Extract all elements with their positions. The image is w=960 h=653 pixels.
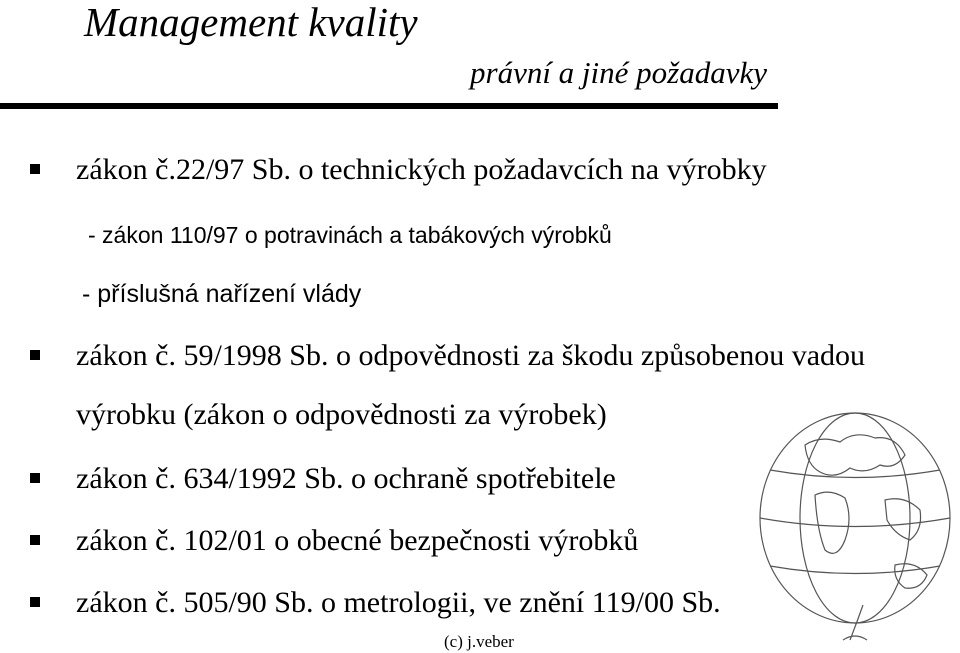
title-divider xyxy=(0,103,778,109)
bullet-marker xyxy=(30,350,40,360)
bullet-marker xyxy=(30,597,40,607)
sub-item: - zákon 110/97 o potravinách a tabákových výrobků xyxy=(88,222,612,248)
bullet-marker xyxy=(30,473,40,483)
law-item: zákon č. 505/90 Sb. o metrologii, ve znění 119/00 Sb. xyxy=(76,586,721,619)
law-item: zákon č. 634/1992 Sb. o ochraně spotřebitele xyxy=(76,462,616,495)
slide-subtitle: právní a jiné požadavky xyxy=(470,55,768,90)
law-item: zákon č.22/97 Sb. o technických požadavcích na výrobky xyxy=(76,153,767,186)
globe-icon xyxy=(745,400,955,645)
footer-credit: (c) j.veber xyxy=(444,632,514,651)
slide-title: Management kvality xyxy=(84,0,418,45)
law-item: zákon č. 102/01 o obecné bezpečnosti výrobků xyxy=(76,524,639,557)
bullet-marker xyxy=(30,164,40,174)
sub-item: - příslušná nařízení vlády xyxy=(82,280,362,308)
bullet-marker xyxy=(30,535,40,545)
law-item: zákon č. 59/1998 Sb. o odpovědnosti za škodu způsobenou vadou xyxy=(76,339,866,372)
law-item-continuation: výrobku (zákon o odpovědnosti za výrobek) xyxy=(76,398,607,431)
